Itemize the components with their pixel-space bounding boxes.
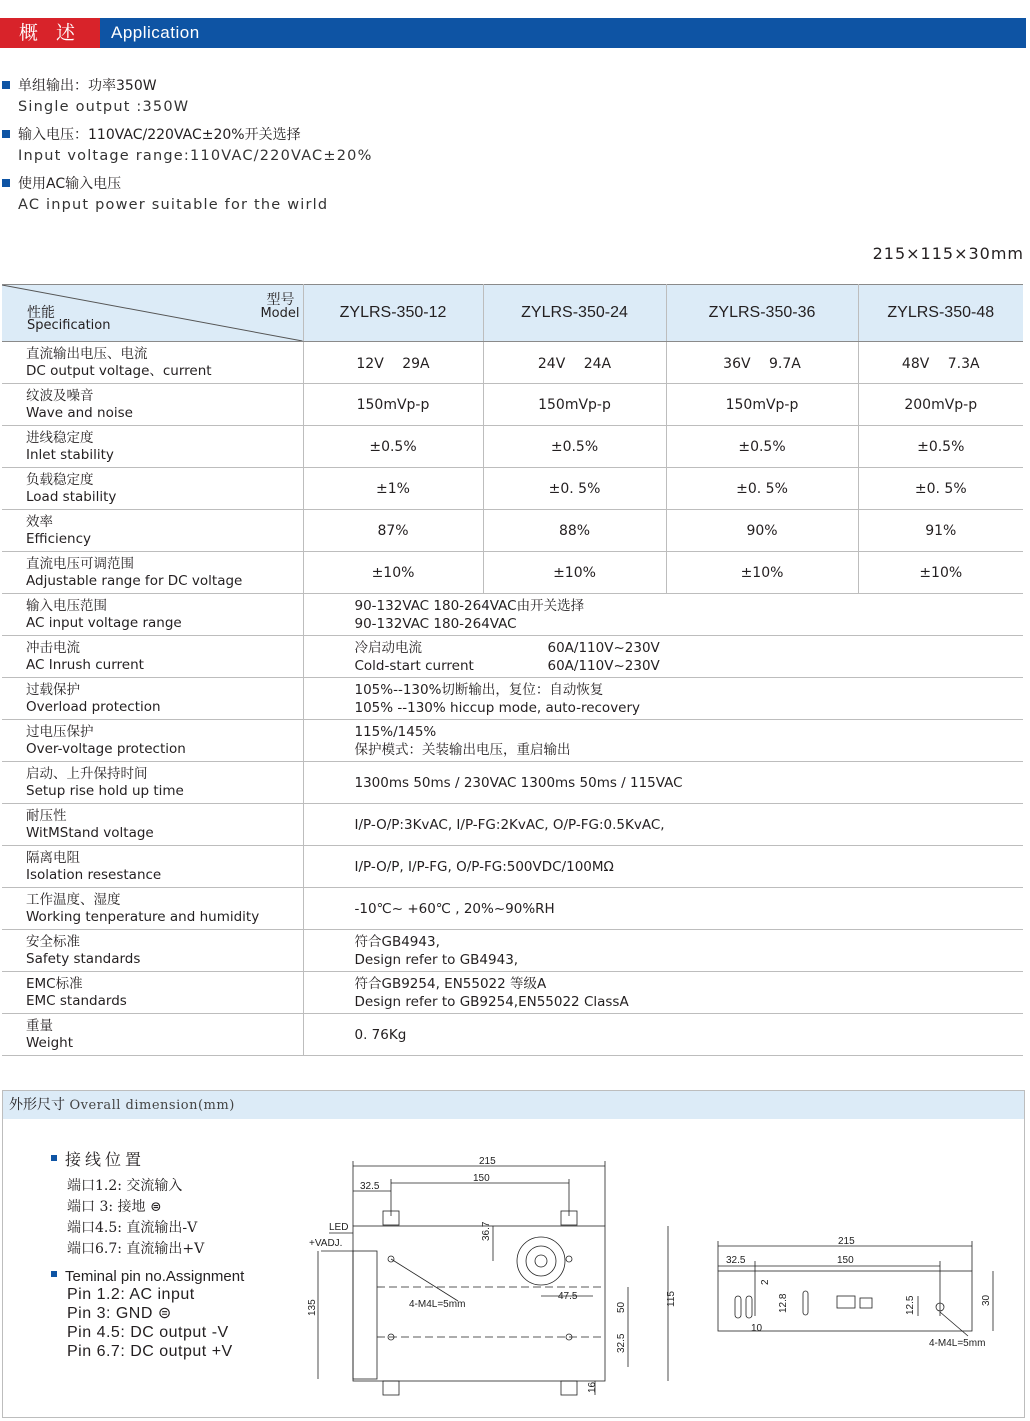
front-view [318, 1161, 668, 1395]
spec-value-line: 符合GB4943, [354, 933, 440, 950]
spec-label [2, 1014, 303, 1056]
spec-value-line: 保护模式：关装输出电压，重启输出 [354, 741, 571, 758]
spec-row [2, 384, 1023, 426]
side-view [718, 1241, 993, 1336]
spec-label-cn: 重量 [26, 1017, 53, 1034]
panel-title-en: Overall dimension(mm) [69, 1098, 235, 1113]
front-view-labels [307, 1156, 677, 1393]
spec-value [303, 804, 1023, 846]
spec-value: ±0. 5% [483, 468, 666, 510]
spec-label-en: Adjustable range for DC voltage [26, 572, 243, 589]
spec-label-cn: 效率 [26, 513, 53, 530]
led-label: LED [329, 1222, 349, 1233]
spec-label [2, 552, 303, 594]
spec-value [303, 930, 1023, 972]
spec-value-line: 60A/110V~230V [547, 639, 660, 656]
spec-label-en: EMC standards [26, 992, 127, 1009]
spec-value [303, 594, 1023, 636]
spec-value-line: 105%--130%切断输出，复位：自动恢复 [354, 681, 604, 698]
spec-label [2, 846, 303, 888]
spec-label-en: AC input voltage range [26, 614, 182, 631]
spec-value: 36V 9.7A [666, 342, 858, 384]
spec-label [2, 930, 303, 972]
panel-title-cn: 外形尺寸 [9, 1097, 65, 1113]
spec-value-line: 1300ms 50ms / 230VAC 1300ms 50ms / 115VAC [354, 774, 683, 791]
spec-value: ±10% [303, 552, 483, 594]
dim-fan: 36.7 [481, 1221, 492, 1241]
dim-bottom: 32.5 [616, 1333, 627, 1353]
pin-cn: 端口6.7: 直流输出+V [67, 1241, 205, 1257]
spec-row [2, 552, 1023, 594]
side-dim-height: 30 [981, 1294, 992, 1306]
spec-label [2, 594, 303, 636]
spec-label [2, 678, 303, 720]
dimension-panel [2, 1090, 1025, 1418]
spec-label-cn: 安全标准 [26, 933, 80, 950]
spec-row-wide [2, 846, 1023, 888]
side-dim-holes: 150 [837, 1255, 854, 1266]
spec-row-wide [2, 930, 1023, 972]
spec-value: ±10% [666, 552, 858, 594]
spec-value-line: Design refer to GB9254,EN55022 ClassA [354, 993, 629, 1010]
spec-value: ±10% [858, 552, 1023, 594]
dim-height: 115 [666, 1291, 677, 1307]
model-label-en: Model [260, 306, 300, 321]
spec-model-corner [2, 285, 303, 342]
spec-value-line: I/P-O/P:3KvAC, I/P-FG:2KvAC, O/P-FG:0.5KvAC, [354, 816, 665, 833]
spec-label-en: Overload protection [26, 698, 161, 715]
spec-label-en: Weight [26, 1034, 74, 1051]
pin-cn: 端口4.5: 直流输出-V [67, 1220, 198, 1236]
side-dim-c: 12.5 [905, 1295, 916, 1315]
spec-label-en: Safety standards [26, 950, 141, 967]
feature-cn: 单组输出：功率350W [2, 76, 189, 96]
spec-label-en: Wave and noise [26, 404, 133, 421]
spec-value-line: Cold-start current [354, 657, 474, 674]
spec-label-en: Specification [27, 318, 111, 333]
overall-dimensions: 215×115×30mm [872, 244, 1024, 263]
spec-label-cn: 过电压保护 [26, 723, 94, 740]
spec-value [303, 720, 1023, 762]
feature-cn: 输入电压：110VAC/220VAC±20%开关选择 [2, 125, 373, 145]
spec-row-wide [2, 720, 1023, 762]
spec-value-line: 60A/110V~230V [547, 657, 660, 674]
spec-label-cn: 直流输出电压、电流 [26, 345, 148, 362]
spec-row-wide [2, 678, 1023, 720]
feature-en: Input voltage range:110VAC/220VAC±20% [18, 148, 373, 164]
spec-value: ±1% [303, 468, 483, 510]
spec-label-en: Setup rise hold up time [26, 782, 184, 799]
spec-value-line: I/P-O/P, I/P-FG, O/P-FG:500VDC/100MΩ [354, 858, 614, 875]
spec-value-line: 冷启动电流 [354, 639, 422, 656]
spec-value: ±0.5% [483, 426, 666, 468]
model-header: ZYLRS-350-48 [858, 285, 1023, 342]
spec-label [2, 804, 303, 846]
spec-value: 150mVp-p [303, 384, 483, 426]
spec-label [2, 888, 303, 930]
spec-value: 90% [666, 510, 858, 552]
dim-mid: 50 [616, 1301, 627, 1313]
spec-label [2, 510, 303, 552]
spec-label [2, 342, 303, 384]
spec-label-cn: 负载稳定度 [26, 471, 94, 488]
spec-row-wide [2, 888, 1023, 930]
side-dim-a: 2 [760, 1279, 771, 1285]
spec-value: 12V 29A [303, 342, 483, 384]
feature-item [2, 174, 328, 216]
side-dim-overall: 215 [838, 1236, 855, 1247]
spec-value [303, 888, 1023, 930]
spec-label-en: Over-voltage protection [26, 740, 186, 757]
spec-value: ±0. 5% [858, 468, 1023, 510]
spec-row [2, 468, 1023, 510]
spec-value: ±10% [483, 552, 666, 594]
spec-label [2, 426, 303, 468]
side-dim-left: 32.5 [726, 1255, 746, 1266]
spec-label-cn: EMC标准 [26, 975, 83, 992]
spec-row [2, 426, 1023, 468]
section-title-cn: 概 述 [0, 18, 100, 48]
spec-value: 150mVp-p [483, 384, 666, 426]
dim-overall: 215 [479, 1156, 496, 1167]
spec-label [2, 384, 303, 426]
spec-label-en: DC output voltage、current [26, 362, 212, 379]
pin-en: Pin 6.7: DC output +V [67, 1343, 233, 1360]
feature-cn: 使用AC输入电压 [2, 174, 328, 194]
feature-item [2, 76, 189, 118]
spec-label-cn: 过载保护 [26, 681, 80, 698]
spec-row-wide [2, 594, 1023, 636]
spec-label-cn: 工作温度、湿度 [26, 891, 121, 908]
spec-value: ±0.5% [666, 426, 858, 468]
spec-value [303, 846, 1023, 888]
spec-value [303, 972, 1023, 1014]
feature-en: AC input power suitable for the wirld [18, 197, 329, 213]
spec-label-en: Isolation resestance [26, 866, 162, 883]
spec-row [2, 510, 1023, 552]
spec-label-cn: 冲击电流 [26, 639, 80, 656]
spec-label-cn: 直流电压可调范围 [26, 555, 134, 572]
table-header-row [2, 285, 1023, 342]
spec-label-en: Inlet stability [26, 446, 114, 463]
dimension-drawing [3, 1091, 1024, 1417]
spec-label-cn: 纹波及噪音 [26, 387, 94, 404]
spec-value-line: 90-132VAC 180-264VAC [354, 615, 517, 632]
dim-holes: 150 [473, 1173, 490, 1184]
spec-row-wide [2, 762, 1023, 804]
feature-item [2, 125, 373, 167]
pin-en: Pin 3: GND ⊜ [67, 1305, 172, 1322]
spec-value-line: 0. 76Kg [354, 1026, 407, 1043]
dim-small: 16 [587, 1381, 598, 1393]
spec-label-cn: 输入电压范围 [26, 597, 107, 614]
side-dim-d: 10 [751, 1323, 763, 1334]
spec-row-wide [2, 972, 1023, 1014]
spec-label [2, 468, 303, 510]
spec-value: 48V 7.3A [858, 342, 1023, 384]
pin-cn: 端口1.2: 交流输入 [67, 1178, 183, 1194]
spec-label-en: Working tenperature and humidity [26, 908, 260, 925]
spec-row-wide [2, 636, 1023, 678]
model-header: ZYLRS-350-12 [303, 285, 483, 342]
spec-label-en: AC Inrush current [26, 656, 144, 673]
spec-row-wide [2, 1014, 1023, 1056]
model-header: ZYLRS-350-24 [483, 285, 666, 342]
spec-value: ±0.5% [858, 426, 1023, 468]
dim-terminal: 135 [307, 1299, 318, 1316]
side-bolt-label: 4-M4L=5mm [929, 1338, 986, 1349]
pins-title-cn: 接线位置 [51, 1147, 244, 1170]
pin-en: Pin 1.2: AC input [67, 1286, 195, 1303]
spec-row-wide [2, 804, 1023, 846]
spec-value: 200mVp-p [858, 384, 1023, 426]
spec-row [2, 342, 1023, 384]
spec-label-cn: 进线稳定度 [26, 429, 94, 446]
spec-label [2, 762, 303, 804]
spec-label-en: WitMStand voltage [26, 824, 154, 841]
spec-value: 150mVp-p [666, 384, 858, 426]
model-header: ZYLRS-350-36 [666, 285, 858, 342]
vadj-label: +VADJ. [309, 1238, 343, 1249]
side-view-labels [726, 1236, 992, 1349]
spec-value [303, 636, 1023, 678]
spec-label [2, 972, 303, 1014]
spec-value: 88% [483, 510, 666, 552]
spec-table [2, 284, 1023, 1056]
spec-value-line: 符合GB9254, EN55022 等级A [354, 975, 547, 992]
dim-fan-x: 47.5 [558, 1291, 578, 1302]
spec-value-line: 90-132VAC 180-264VAC由开关选择 [354, 597, 585, 614]
model-label-cn: 型号 [266, 292, 295, 308]
spec-value: ±0.5% [303, 426, 483, 468]
feature-en: Single output :350W [18, 99, 190, 115]
spec-value-line: -10℃~ +60℃ , 20%~90%RH [354, 900, 555, 917]
spec-label [2, 636, 303, 678]
spec-label-cn: 隔离电阻 [26, 849, 80, 866]
side-dim-b: 12.8 [778, 1293, 789, 1313]
dim-left: 32.5 [360, 1181, 380, 1192]
spec-label-cn: 启动、上升保持时间 [26, 765, 148, 782]
spec-value-line: 105% --130% hiccup mode, auto-recovery [354, 699, 641, 716]
bolt-label: 4-M4L=5mm [409, 1299, 466, 1310]
spec-label-cn: 性能 [27, 305, 55, 321]
section-header [0, 18, 1026, 48]
spec-value: ±0. 5% [666, 468, 858, 510]
spec-value: 24V 24A [483, 342, 666, 384]
spec-value [303, 762, 1023, 804]
pin-cn: 端口 3: 接地 ⊜ [67, 1199, 162, 1215]
spec-label-en: Efficiency [26, 530, 92, 547]
pins-title-en: Teminal pin no.Assignment [51, 1268, 244, 1285]
spec-value-line: 115%/145% [354, 723, 437, 740]
pin-en: Pin 4.5: DC output -V [67, 1324, 229, 1341]
spec-label-en: Load stability [26, 488, 117, 505]
spec-value [303, 1014, 1023, 1056]
spec-value: 87% [303, 510, 483, 552]
spec-value [303, 678, 1023, 720]
spec-value-line: Design refer to GB4943, [354, 951, 519, 968]
spec-value: 91% [858, 510, 1023, 552]
section-title-en: Application [111, 23, 200, 42]
spec-label [2, 720, 303, 762]
spec-label-cn: 耐压性 [26, 807, 67, 824]
